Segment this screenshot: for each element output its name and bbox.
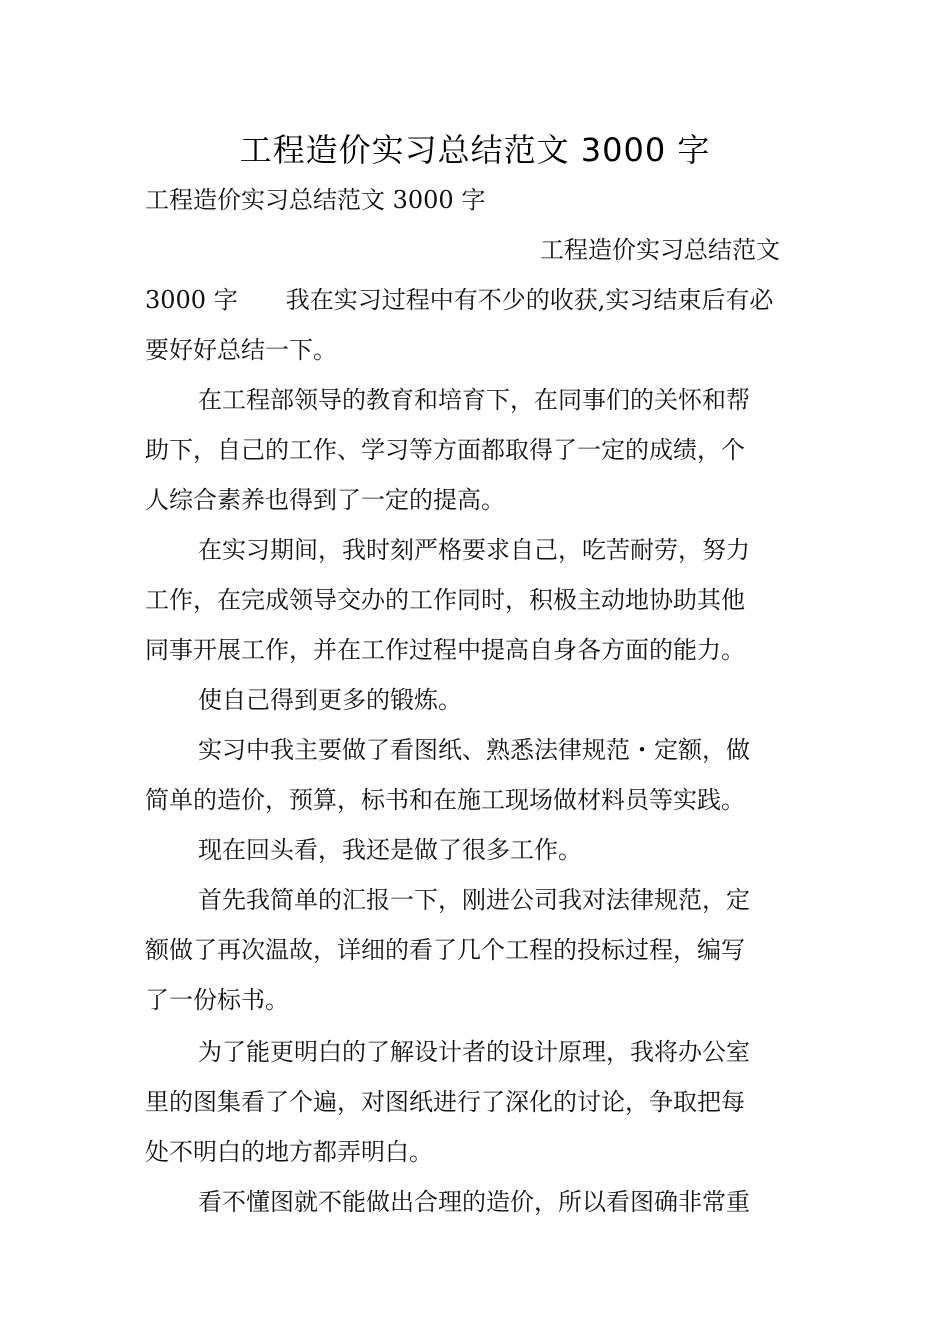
text-line: 首先我简单的汇报一下，刚进公司我对法律规范，定: [198, 886, 750, 914]
subtitle-line: 工程造价实习总结范文 3000 字: [145, 186, 486, 214]
text-line: 处不明白的地方都弄明白。: [145, 1138, 433, 1166]
text-line: 在实习期间，我时刻严格要求自己，吃苦耐劳，努力: [198, 536, 750, 564]
text-line: 了一份标书。: [145, 986, 289, 1014]
text-line: 同事开展工作，并在工作过程中提高自身各方面的能力。: [145, 636, 745, 664]
text-line: 要好好总结一下。: [145, 336, 337, 364]
text-line: 3000 字 我在实习过程中有不少的收获,实习结束后有必: [145, 286, 774, 314]
text-line: 看不懂图就不能做出合理的造价，所以看图确非常重: [198, 1188, 750, 1216]
text-line: 简单的造价，预算，标书和在施工现场做材料员等实践。: [145, 786, 745, 814]
text-line: 工作，在完成领导交办的工作同时，积极主动地协助其他: [145, 586, 745, 614]
text-line: 现在回头看，我还是做了很多工作。: [198, 836, 582, 864]
text-line: 额做了再次温故，详细的看了几个工程的投标过程，编写: [145, 936, 745, 964]
document-title: 工程造价实习总结范文 3000 字: [239, 131, 711, 169]
text-line: 在工程部领导的教育和培育下，在同事们的关怀和帮: [198, 386, 750, 414]
text-line: 里的图集看了个遍，对图纸进行了深化的讨论，争取把每: [145, 1088, 745, 1116]
text-line: 实习中我主要做了看图纸、熟悉法律规范・定额，做: [198, 736, 750, 764]
text-line: 助下，自己的工作、学习等方面都取得了一定的成绩，个: [145, 436, 745, 464]
text-line: 人综合素养也得到了一定的提高。: [145, 486, 505, 514]
text-line: 使自己得到更多的锻炼。: [198, 686, 462, 714]
heading-line: 工程造价实习总结范文: [540, 236, 780, 264]
text-line: 为了能更明白的了解设计者的设计原理，我将办公室: [198, 1038, 750, 1066]
